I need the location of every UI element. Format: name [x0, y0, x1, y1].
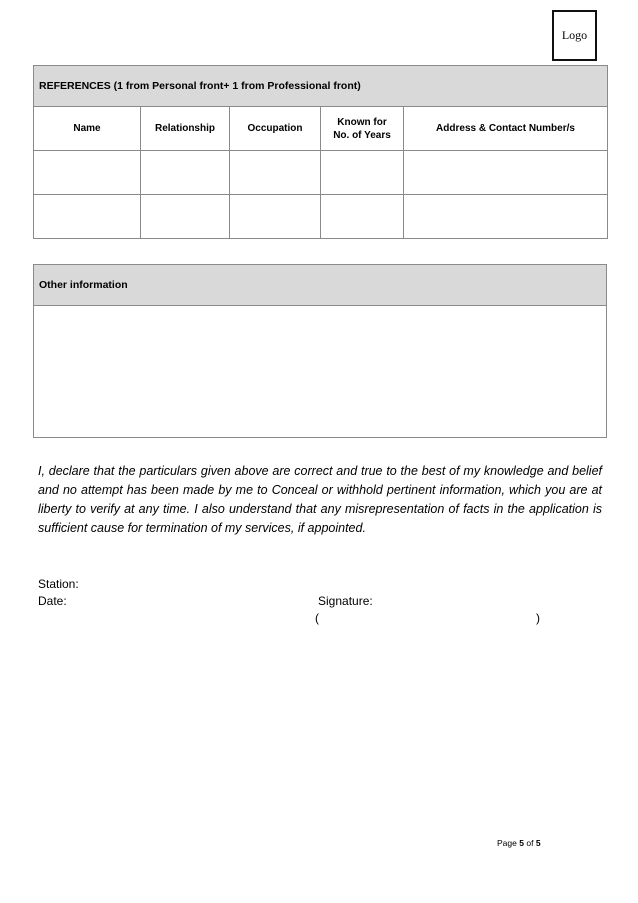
- declaration: [38, 462, 602, 538]
- other-information-field[interactable]: [34, 306, 607, 438]
- reference-1-address-field[interactable]: [404, 151, 608, 195]
- table-row: [34, 151, 608, 195]
- station-label: Station:: [38, 577, 79, 591]
- references-title: REFERENCES (1 from Personal front+ 1 from Professional front): [34, 66, 608, 107]
- reference-1-years-field[interactable]: [321, 151, 404, 195]
- column-known-for: [321, 107, 404, 151]
- reference-2-relationship-field[interactable]: [141, 195, 230, 239]
- page-current: 5: [519, 838, 524, 848]
- page-total: 5: [535, 838, 541, 848]
- declaration-text: I, declare that the particulars given above are correct and true to the best of my knowledge and belief and no attempt has been made by me to Conceal or withhold pertinent information, which you are at liberty to verify at any time. I also understand that any misrepresentation of facts in the application is sufficient cause for termination of my services, if appointed.: [38, 464, 602, 535]
- reference-2-occupation-field[interactable]: [230, 195, 321, 239]
- column-name: Name: [34, 107, 141, 151]
- signature-paren-close: ): [536, 611, 540, 625]
- other-information-table: [33, 264, 607, 438]
- other-information-title: Other information: [34, 265, 607, 306]
- reference-2-address-field[interactable]: [404, 195, 608, 239]
- reference-2-name-field[interactable]: [34, 195, 141, 239]
- logo: Logo: [552, 10, 597, 61]
- known-for-line2: No. of Years: [333, 129, 391, 141]
- column-relationship: Relationship: [141, 107, 230, 151]
- reference-1-name-field[interactable]: [34, 151, 141, 195]
- references-table: [33, 65, 608, 239]
- page-word: Page: [497, 838, 517, 848]
- reference-2-years-field[interactable]: [321, 195, 404, 239]
- date-label: Date:: [38, 594, 67, 608]
- reference-1-relationship-field[interactable]: [141, 151, 230, 195]
- table-row: [34, 195, 608, 239]
- reference-1-occupation-field[interactable]: [230, 151, 321, 195]
- page-number: [497, 838, 541, 848]
- column-address: Address & Contact Number/s: [404, 107, 608, 151]
- known-for-line1: Known for: [337, 116, 387, 128]
- column-occupation: Occupation: [230, 107, 321, 151]
- signature-label: Signature:: [318, 594, 373, 608]
- page-of-word: of: [526, 838, 534, 848]
- signature-paren-open: (: [315, 611, 319, 625]
